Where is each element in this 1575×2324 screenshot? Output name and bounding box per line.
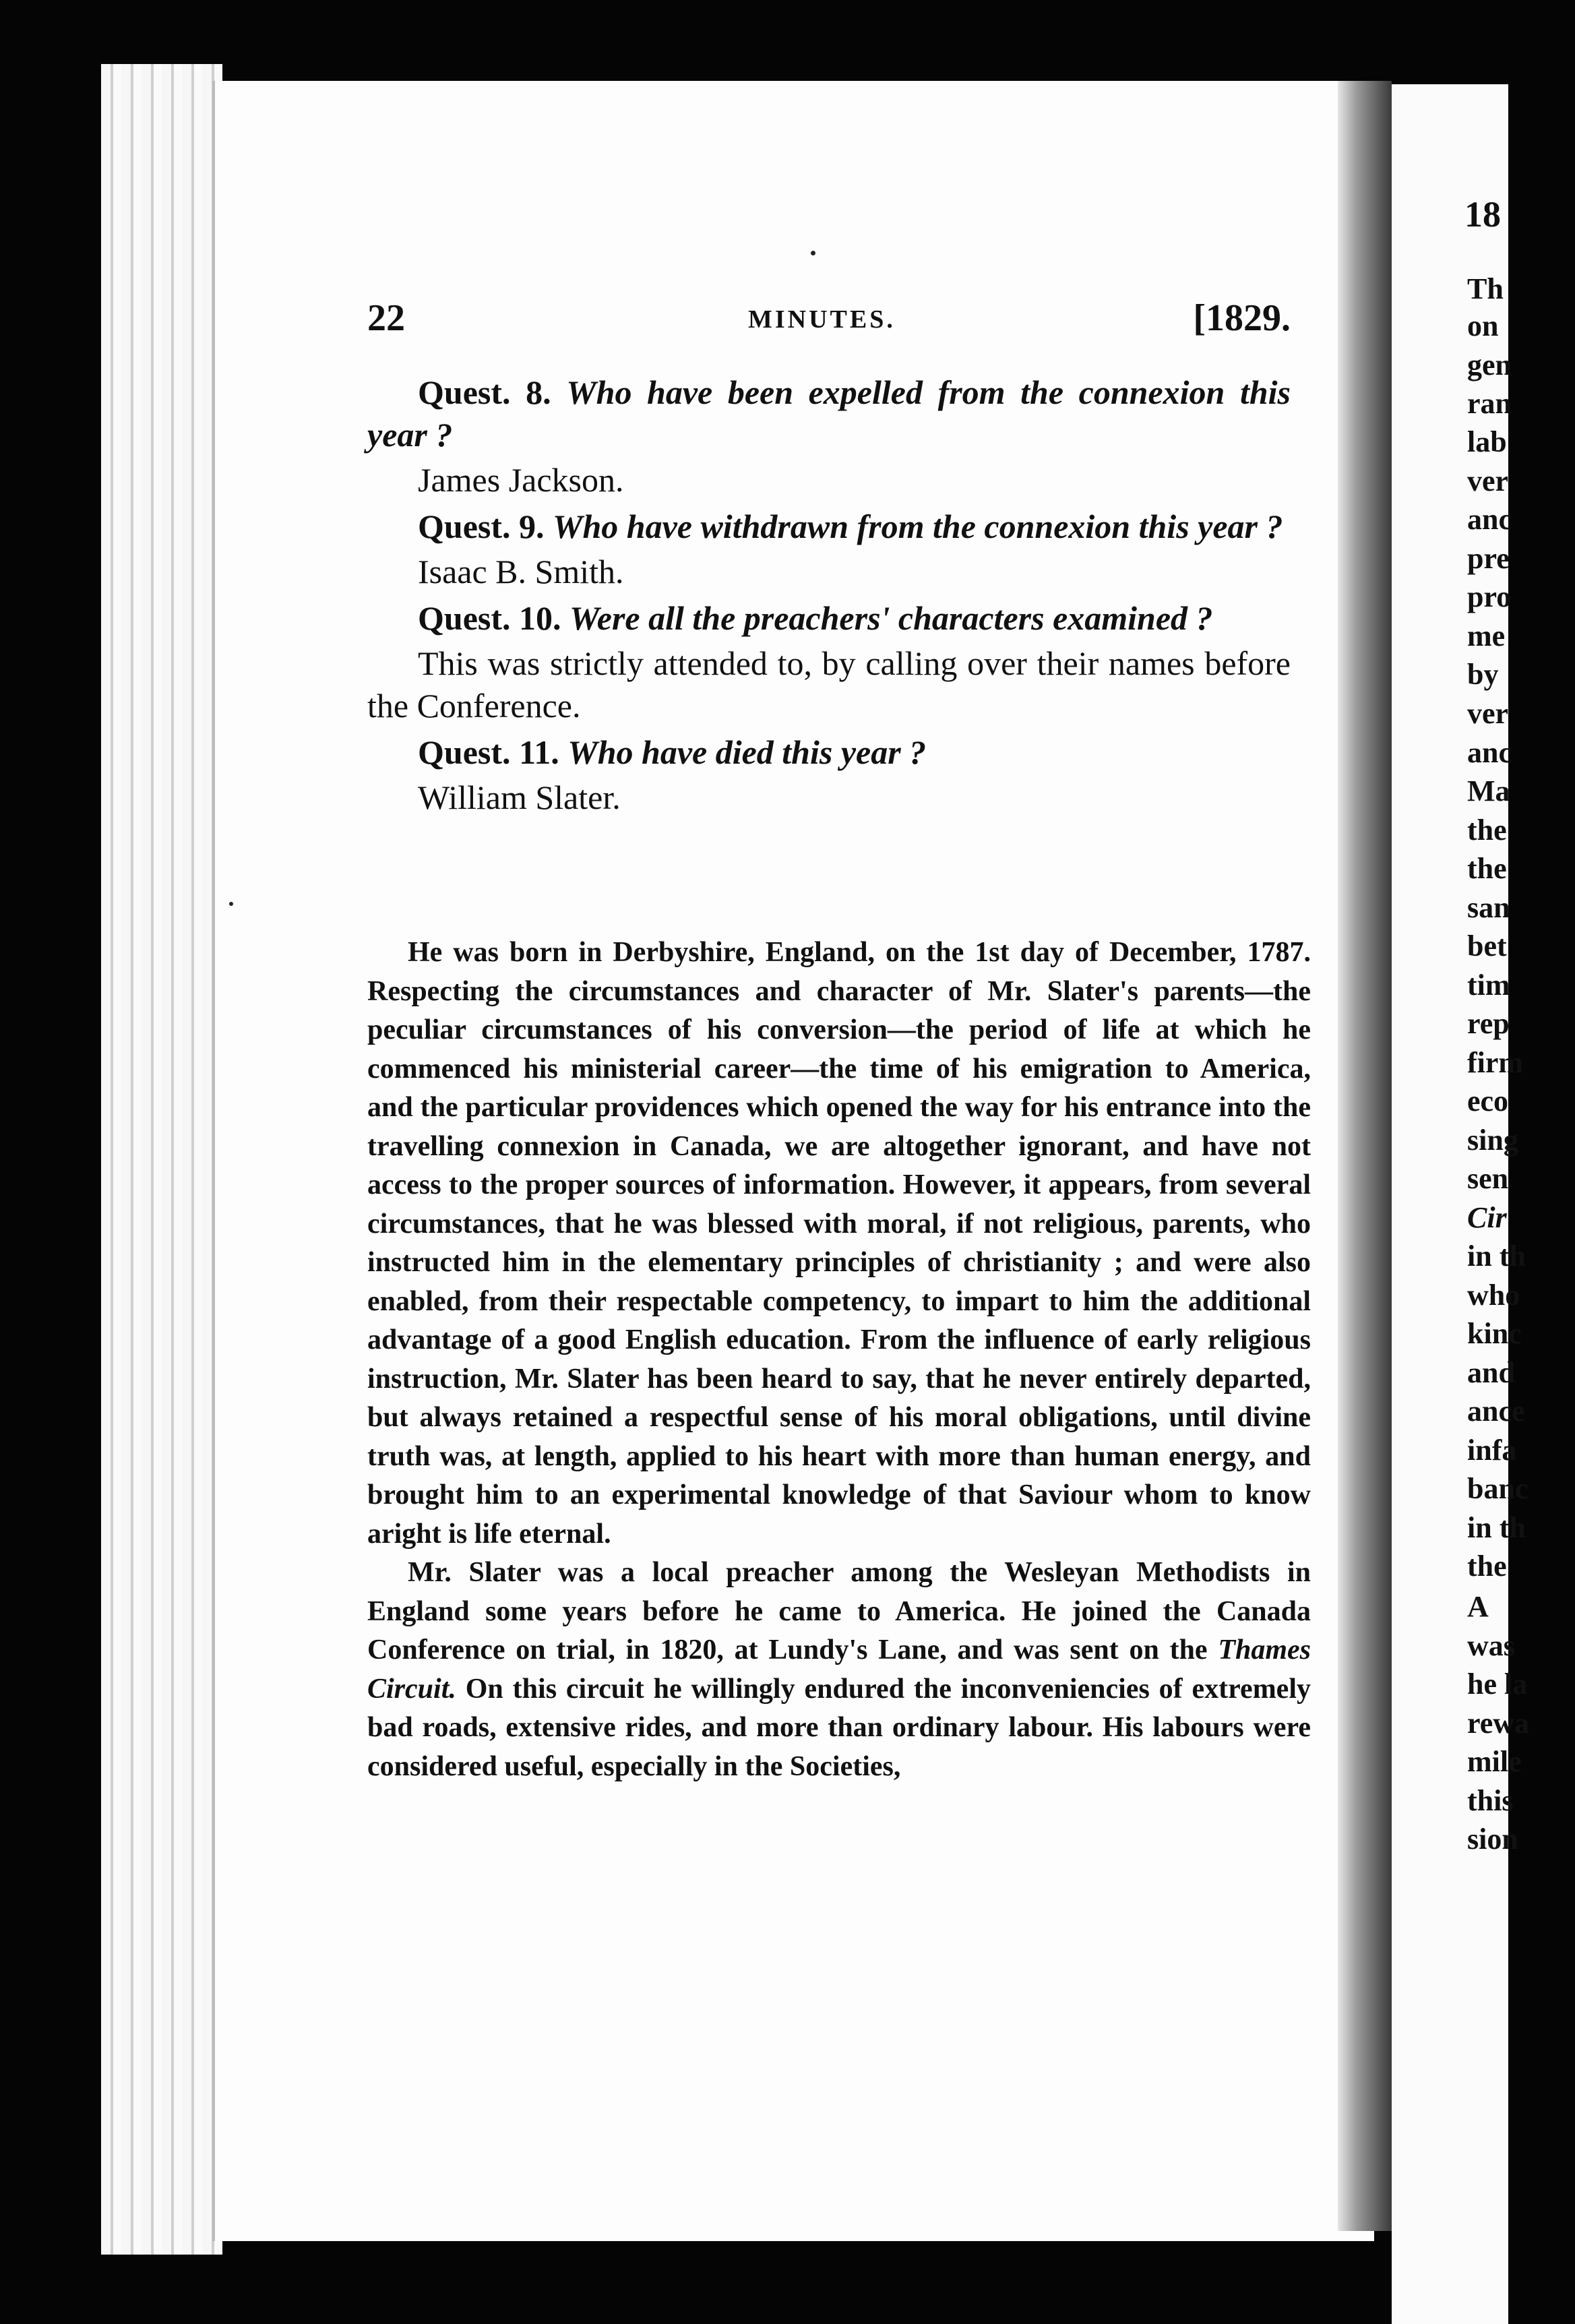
adjacent-page-text: ver (1467, 464, 1509, 497)
adjacent-page-text: tim (1467, 969, 1510, 1002)
adjacent-page-text: the (1467, 852, 1507, 885)
print-speck (811, 251, 815, 255)
adjacent-page-text: ance (1467, 1395, 1525, 1428)
answer-11: William Slater. (418, 778, 621, 816)
page-number: 22 (367, 297, 405, 339)
adjacent-page-text: the (1467, 814, 1507, 847)
adjacent-page-text: in th (1467, 1240, 1526, 1273)
adjacent-page-text: Th (1467, 272, 1504, 305)
adjacent-page-text: who (1467, 1279, 1520, 1312)
adjacent-page-text: was (1467, 1629, 1515, 1662)
adjacent-page-text: me (1467, 619, 1506, 652)
adjacent-page-text: gen (1467, 348, 1512, 381)
page-header (367, 297, 1291, 350)
book-page-edges (101, 64, 222, 2255)
adjacent-page-fragment (1392, 84, 1530, 2324)
adjacent-page-text: pro (1467, 580, 1512, 613)
print-speck (229, 902, 233, 906)
running-title: MINUTES. (748, 305, 896, 334)
adjacent-page-text: ran (1467, 387, 1512, 420)
adjacent-page-text: infa (1467, 1434, 1517, 1467)
adjacent-page-text: anc (1467, 736, 1512, 769)
adjacent-page-text: kinc (1467, 1317, 1522, 1350)
questions-section (367, 367, 1291, 819)
adjacent-page-text: pre (1467, 542, 1510, 575)
adjacent-page-text: rep (1467, 1007, 1510, 1040)
question-8: Quest. 8. Who have been expelled from the connexion this year ? (367, 373, 1291, 454)
adjacent-page-text: on (1467, 309, 1499, 342)
adjacent-page-text: by (1467, 658, 1499, 691)
adjacent-page-text: eco (1467, 1084, 1509, 1118)
circuit-name: Thames Circuit. (367, 1634, 1311, 1705)
gutter-shadow (1338, 81, 1392, 2231)
answer-8: James Jackson. (418, 461, 624, 499)
adjacent-page-text: anc (1467, 503, 1512, 536)
adjacent-page-text: sen (1467, 1162, 1509, 1195)
paragraph-2: Mr. Slater was a local preacher among the Wesleyan Methodists in England some years before he came to America. He joined the Canada Conference on trial, in 1820, at Lundy's Lane, and was sent on the Thames Circuit. On this circuit he willingly endured the inconveniencies of extremely bad roads, extensive rides, and more than ordinary labour. His labours were considered useful, especially in the Societies, (367, 1557, 1311, 1782)
adjacent-page-text: rewa (1467, 1707, 1530, 1740)
adjacent-page-text: and (1467, 1356, 1515, 1389)
question-11: Quest. 11. Who have died this year ? (418, 733, 927, 771)
running-year: [1829. (1193, 297, 1291, 339)
adjacent-page-text: banc (1467, 1472, 1528, 1505)
adjacent-page-text: sing (1467, 1124, 1518, 1157)
adjacent-page-text: sion (1467, 1823, 1518, 1856)
adjacent-page-text: san (1467, 891, 1510, 924)
adjacent-page-text: in th (1467, 1511, 1526, 1544)
answer-9: Isaac B. Smith. (418, 553, 624, 590)
adjacent-page-text: A (1467, 1590, 1489, 1623)
adjacent-page-text: he la (1467, 1668, 1528, 1701)
obituary-body (367, 934, 1311, 1786)
paragraph-1: He was born in Derbyshire, England, on the 1st day of December, 1787. Respecting the circumstances and character of Mr. Slater's parents—the peculiar circumstances of his conversion—the period of life at which he commenced his ministerial career—the time of his emigration to America, and the particular providences which opened the way for his entrance into the travelling connexion in Canada, we are altogether ignorant, and have not access to the proper sources of information. However, it appears, from several circumstances, that he was blessed with moral, if not religious, parents, who instructed him in the elementary principles of christianity ; and were also enabled, from their respectable competency, to impart to him the additional advantage of a good English education. From the influence of early religious instruction, Mr. Slater has been heard to say, that he never entirely departed, but always retained a respectful sense of his moral obligations, until divine truth was, at length, applied to his heart with more than human energy, and brought him to an experimental knowledge of that Saviour whom to know aright is life eternal. (367, 937, 1311, 1550)
adjacent-page-text: Ma (1467, 774, 1510, 807)
answer-10: This was strictly attended to, by calling over their names before the Conference. (367, 644, 1291, 725)
adjacent-page-text: firm (1467, 1046, 1524, 1079)
adjacent-page-text: mile (1467, 1745, 1522, 1778)
adjacent-page-text: 18 (1464, 194, 1501, 235)
adjacent-page-text: lab (1467, 425, 1507, 458)
adjacent-page-text: bet (1467, 929, 1507, 962)
question-10: Quest. 10. Were all the preachers' characters examined ? (418, 599, 1213, 637)
adjacent-page-text: this (1467, 1784, 1514, 1817)
adjacent-page-text: the (1467, 1550, 1507, 1583)
question-9: Quest. 9. Who have withdrawn from the connexion this year ? (418, 508, 1283, 545)
adjacent-page-text: Cir (1467, 1201, 1507, 1234)
adjacent-page-text: ver (1467, 697, 1509, 730)
